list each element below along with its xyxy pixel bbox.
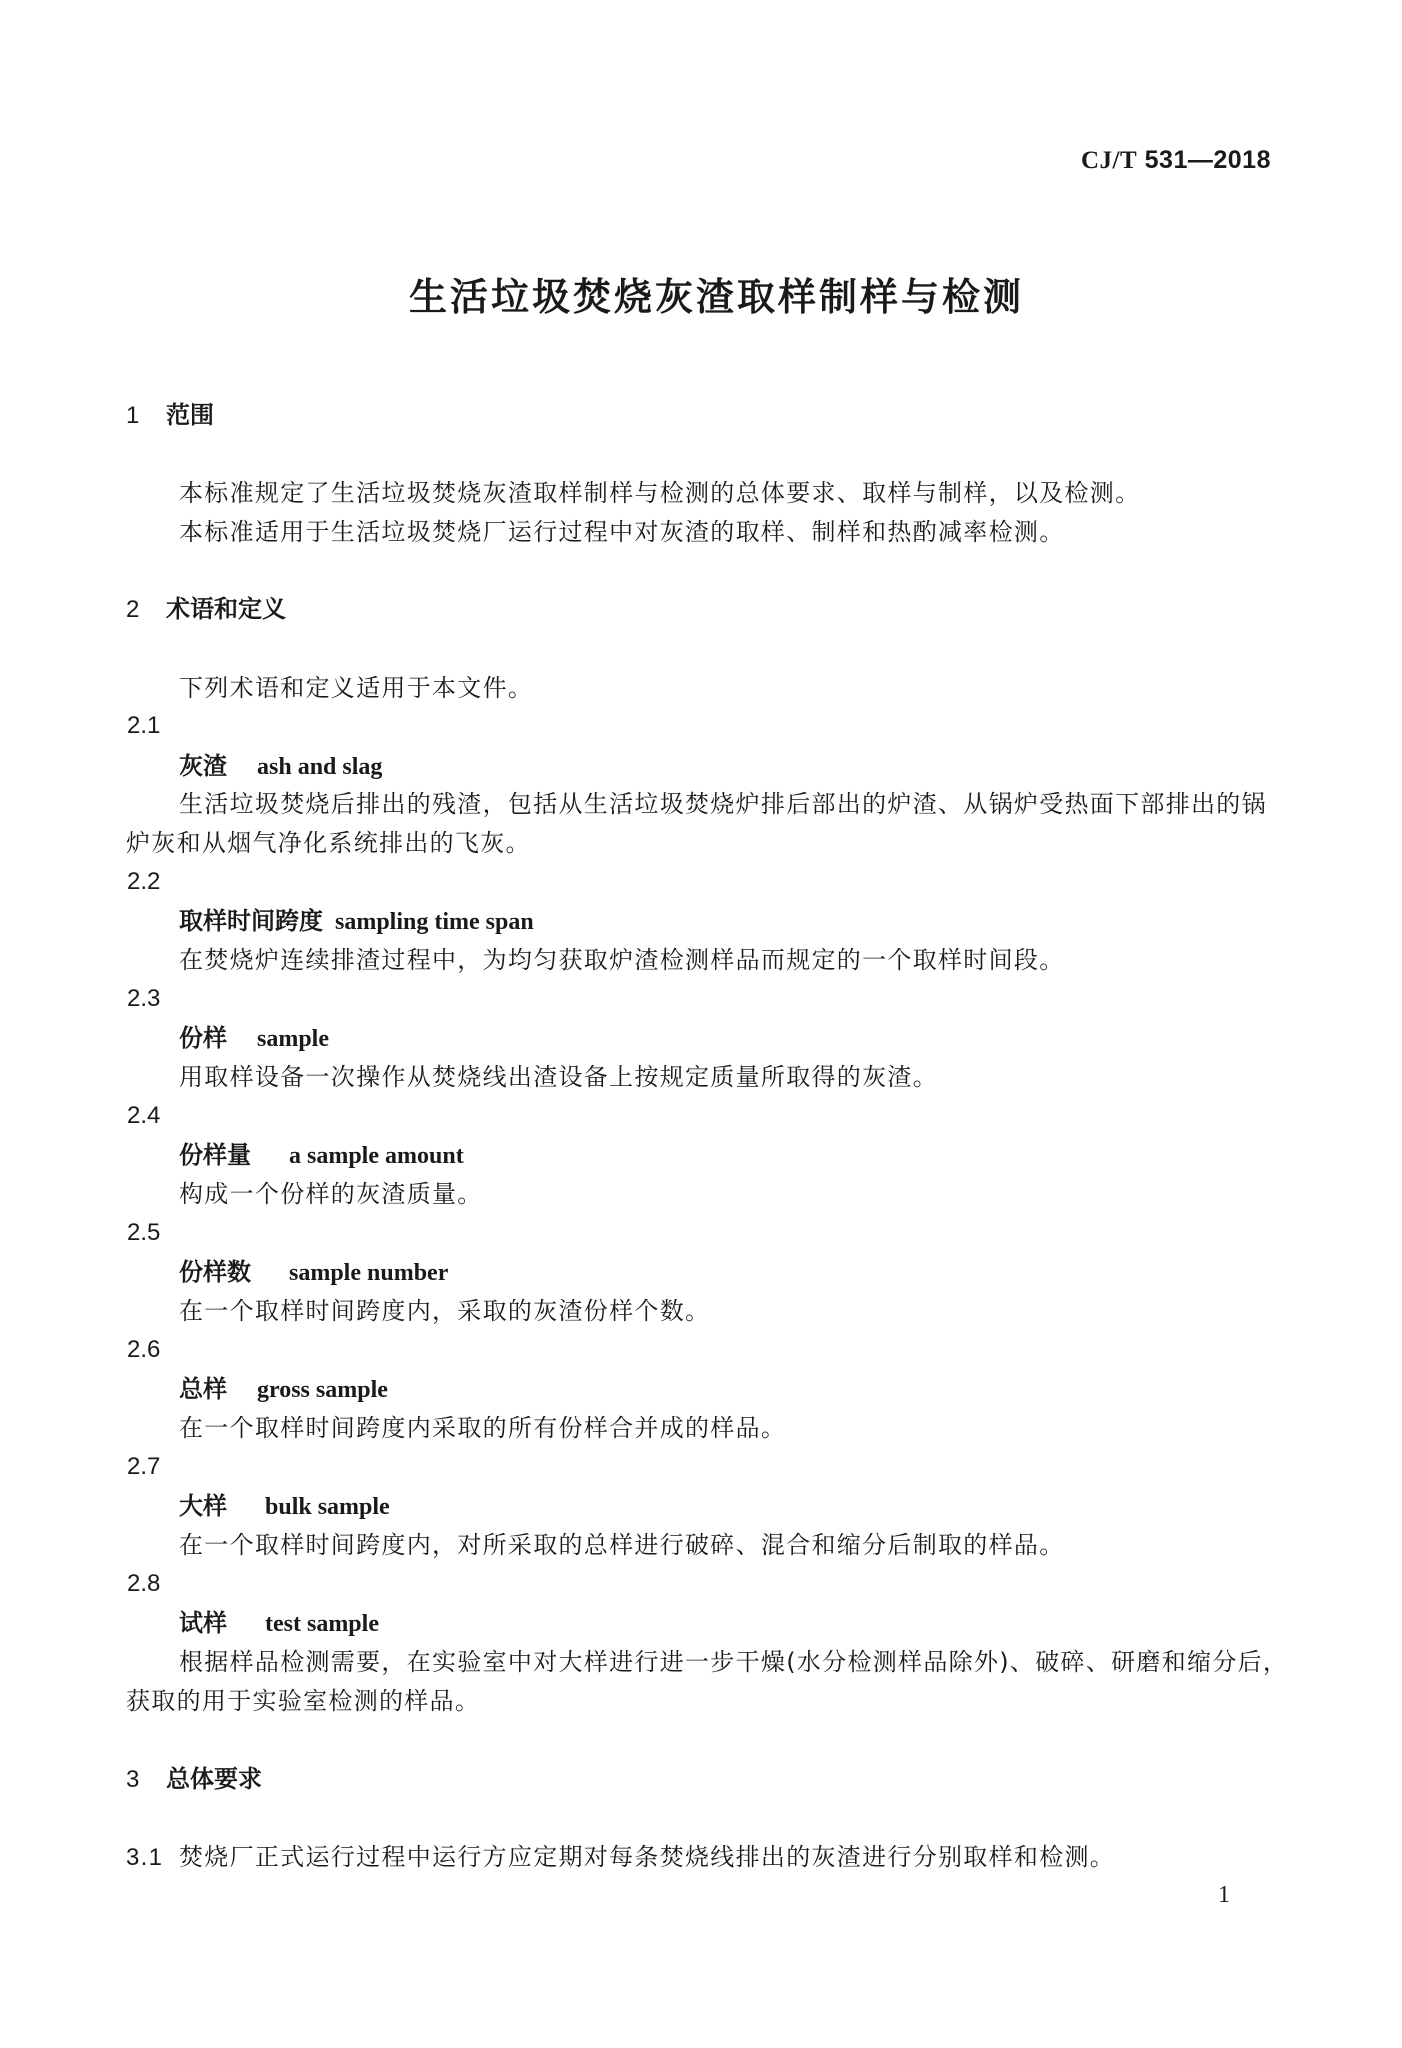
term-definition: 在一个取样时间跨度内采取的所有份样合并成的样品。 xyxy=(179,1414,787,1442)
section-number: 1 xyxy=(126,402,140,429)
term-number: 2.4 xyxy=(127,1102,161,1129)
section-title: 术语和定义 xyxy=(166,595,286,623)
term-en: sample number xyxy=(289,1260,449,1286)
term-en: ash and slag xyxy=(257,754,383,780)
clause-text: 焚烧厂正式运行过程中运行方应定期对每条焚烧线排出的灰渣进行分别取样和检测。 xyxy=(179,1843,1116,1871)
term-entry xyxy=(179,1494,390,1519)
term-zh: 取样时间跨度 xyxy=(179,907,323,935)
section-number: 3 xyxy=(126,1766,140,1793)
standard-number: 531—2018 xyxy=(1144,146,1271,174)
term-definition-cont: 获取的用于实验室检测的样品。 xyxy=(126,1687,481,1715)
term-zh: 份样量 xyxy=(179,1141,251,1169)
term-en: sampling time span xyxy=(335,909,534,935)
clause-number: 3.1 xyxy=(126,1844,164,1871)
term-entry xyxy=(179,754,382,779)
term-number: 2.1 xyxy=(127,712,161,739)
term-en: gross sample xyxy=(257,1377,388,1403)
term-en: bulk sample xyxy=(265,1494,390,1520)
term-entry xyxy=(179,1143,464,1168)
term-entry xyxy=(179,909,534,934)
standard-code xyxy=(1081,148,1271,173)
term-number: 2.8 xyxy=(127,1570,161,1597)
term-number: 2.5 xyxy=(127,1219,161,1246)
standard-prefix: CJ/T xyxy=(1081,147,1138,174)
page-number: 1 xyxy=(1218,1882,1230,1908)
term-number: 2.6 xyxy=(127,1336,161,1363)
term-en: a sample amount xyxy=(289,1143,464,1169)
term-entry xyxy=(179,1260,448,1285)
term-definition: 生活垃圾焚烧后排出的残渣，包括从生活垃圾焚烧炉排后部出的炉渣、从锅炉受热面下部排出的锅 xyxy=(179,790,1267,818)
section-number: 2 xyxy=(126,596,140,623)
term-definition: 在一个取样时间跨度内，采取的灰渣份样个数。 xyxy=(179,1297,711,1325)
term-number: 2.3 xyxy=(127,985,161,1012)
term-number: 2.2 xyxy=(127,868,161,895)
term-zh: 试样 xyxy=(179,1609,227,1637)
paragraph: 本标准适用于生活垃圾焚烧厂运行过程中对灰渣的取样、制样和热酌减率检测。 xyxy=(179,518,1065,546)
term-entry xyxy=(179,1377,388,1402)
term-zh: 灰渣 xyxy=(179,752,227,780)
section-heading-1 xyxy=(126,403,214,428)
term-definition: 在一个取样时间跨度内，对所采取的总样进行破碎、混合和缩分后制取的样品。 xyxy=(179,1531,1065,1559)
term-zh: 份样 xyxy=(179,1024,227,1052)
term-definition-cont: 炉灰和从烟气净化系统排出的飞灰。 xyxy=(126,829,531,857)
term-definition: 用取样设备一次操作从焚烧线出渣设备上按规定质量所取得的灰渣。 xyxy=(179,1063,938,1091)
term-zh: 总样 xyxy=(179,1375,227,1403)
section-heading-3 xyxy=(126,1767,262,1792)
paragraph: 本标准规定了生活垃圾焚烧灰渣取样制样与检测的总体要求、取样与制样，以及检测。 xyxy=(179,479,1141,507)
term-definition: 根据样品检测需要，在实验室中对大样进行进一步干燥(水分检测样品除外)、破碎、研磨和缩分后， xyxy=(179,1648,1289,1676)
section-heading-2 xyxy=(126,597,286,622)
term-definition: 构成一个份样的灰渣质量。 xyxy=(179,1180,483,1208)
document-title: 生活垃圾焚烧灰渣取样制样与检测 xyxy=(409,275,1025,319)
term-en: test sample xyxy=(265,1611,379,1637)
term-number: 2.7 xyxy=(127,1453,161,1480)
clause-3-1 xyxy=(126,1845,1115,1870)
term-definition: 在焚烧炉连续排渣过程中，为均匀获取炉渣检测样品而规定的一个取样时间段。 xyxy=(179,946,1065,974)
term-en: sample xyxy=(257,1026,329,1052)
section-title: 范围 xyxy=(166,401,214,429)
term-entry xyxy=(179,1611,379,1636)
paragraph-intro: 下列术语和定义适用于本文件。 xyxy=(179,674,534,702)
term-zh: 份样数 xyxy=(179,1258,251,1286)
section-title: 总体要求 xyxy=(166,1765,262,1793)
term-zh: 大样 xyxy=(179,1492,227,1520)
term-entry xyxy=(179,1026,329,1051)
